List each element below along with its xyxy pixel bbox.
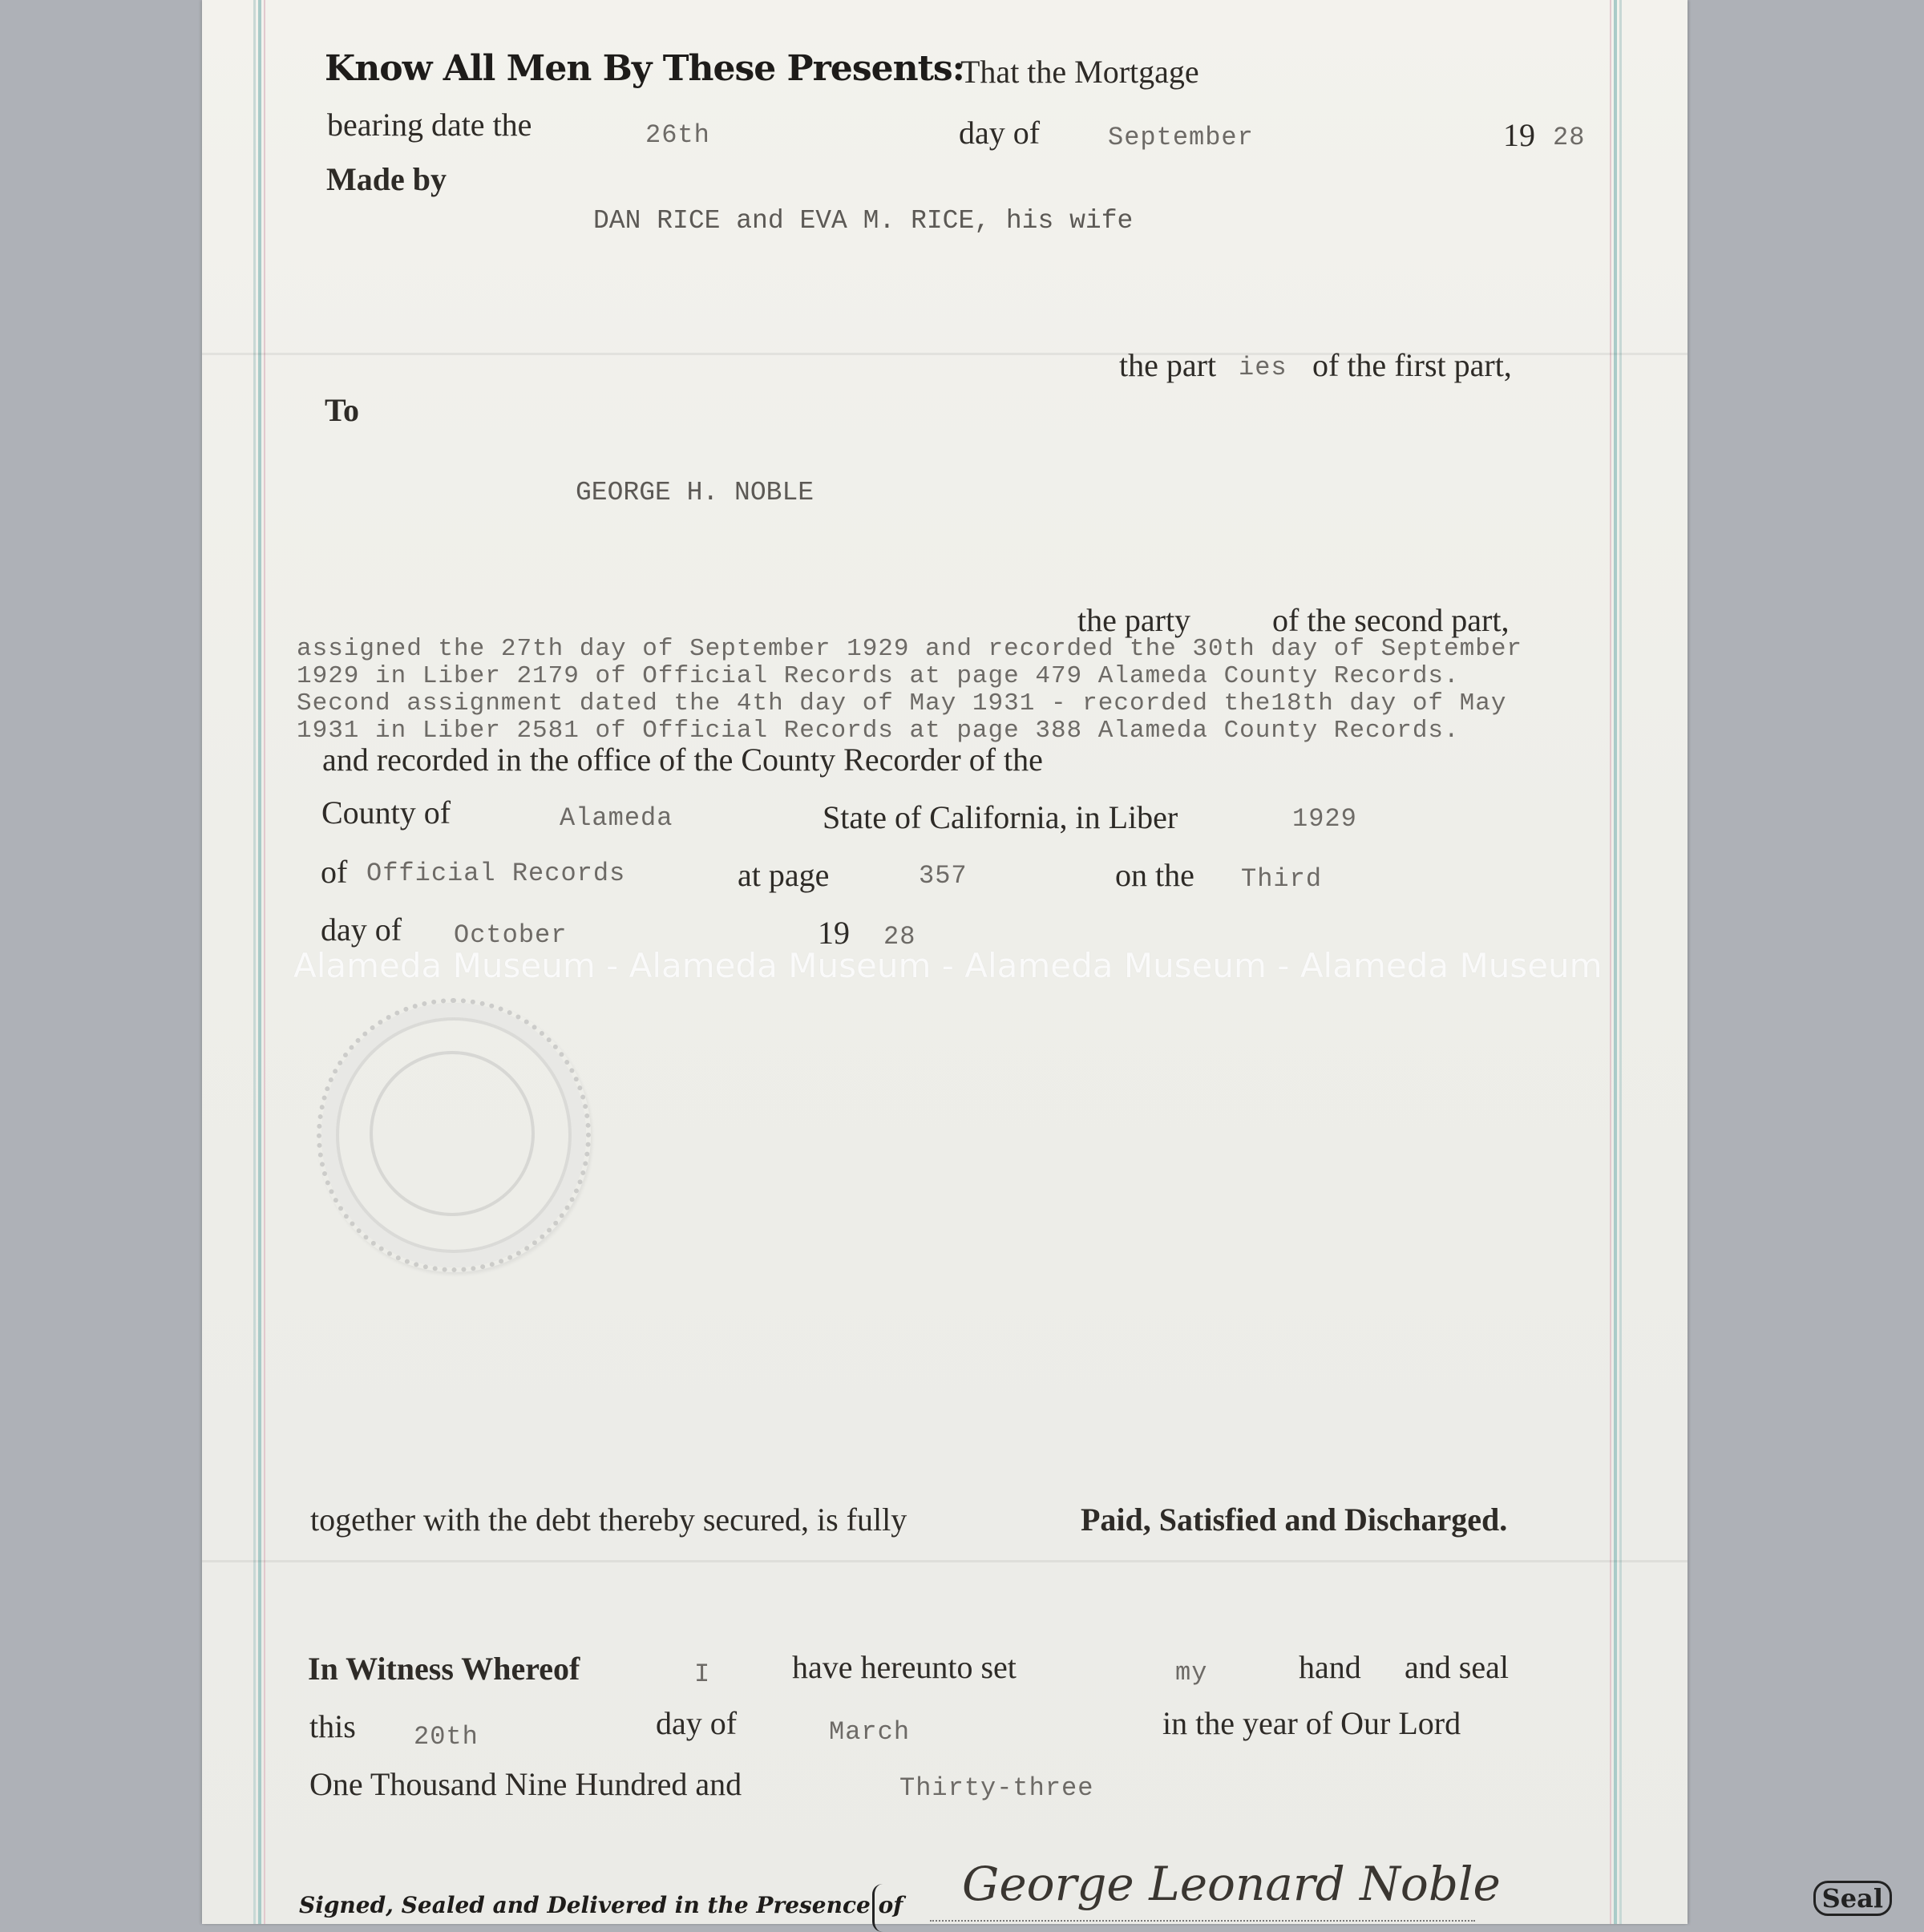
signed-sealed-label: Signed, Sealed and Delivered in the Presence of bbox=[299, 1892, 903, 1918]
recording-day-of-label: day of bbox=[321, 911, 402, 948]
signature-bracket bbox=[872, 1884, 883, 1932]
first-party-typed: ies bbox=[1239, 353, 1287, 382]
handwritten-signature: George Leonard Noble bbox=[962, 1857, 1501, 1911]
mortgagee: GEORGE H. NOBLE bbox=[576, 478, 814, 507]
to-label: To bbox=[325, 392, 360, 428]
embossed-seal-icon bbox=[317, 998, 591, 1272]
day-of-label: day of bbox=[959, 115, 1041, 151]
recording-year-prefix: 19 bbox=[818, 915, 850, 951]
and-seal-text: and seal bbox=[1405, 1649, 1509, 1685]
witness-possessive: my bbox=[1175, 1658, 1208, 1687]
bearing-date-label: bearing date the bbox=[327, 107, 532, 143]
recording-month: October bbox=[454, 920, 568, 950]
mortgagors: DAN RICE and EVA M. RICE, his wife bbox=[593, 206, 1134, 236]
recorded-text: and recorded in the office of the County Recorder of the bbox=[322, 742, 1043, 778]
year-words: Thirty-three bbox=[899, 1773, 1094, 1803]
seal-mark: Seal bbox=[1813, 1881, 1892, 1916]
hand-text: hand bbox=[1299, 1649, 1361, 1685]
witness-day-of-label: day of bbox=[656, 1705, 738, 1741]
intro-text: That the Mortgage bbox=[960, 54, 1199, 90]
state-text: State of California, in Liber bbox=[823, 799, 1178, 835]
on-the-label: on the bbox=[1115, 857, 1194, 893]
right-border-rule bbox=[1610, 0, 1624, 1924]
witness-label: In Witness Whereof bbox=[308, 1651, 580, 1687]
fold-line bbox=[202, 1560, 1688, 1562]
have-set-text: have hereunto set bbox=[792, 1649, 1017, 1685]
gothic-heading: Know All Men By These Presents: bbox=[325, 48, 964, 89]
bearing-day: 26th bbox=[645, 120, 710, 150]
signature-line bbox=[930, 1920, 1475, 1922]
assignment-line: assigned the 27th day of September 1929 and recorded the 30th day of September bbox=[297, 635, 1523, 663]
witness-month: March bbox=[829, 1717, 911, 1747]
assignment-line: 1929 in Liber 2179 of Official Records at page 479 Alameda County Records. bbox=[297, 662, 1460, 690]
witness-pronoun: I bbox=[694, 1659, 711, 1689]
bearing-year: 28 bbox=[1553, 123, 1586, 152]
day-word-value: Third bbox=[1241, 864, 1323, 894]
first-party-prefix: the part bbox=[1119, 347, 1217, 383]
assignment-line: 1931 in Liber 2581 of Official Records at page 388 Alameda County Records. bbox=[297, 717, 1460, 745]
discharge-text: together with the debt thereby secured, is fully bbox=[310, 1502, 907, 1538]
embossed-seal-inner-ring bbox=[370, 1051, 535, 1216]
discharge-bold: Paid, Satisfied and Discharged. bbox=[1081, 1502, 1508, 1538]
witness-day: 20th bbox=[414, 1722, 479, 1752]
this-label: this bbox=[309, 1708, 356, 1744]
second-party-label: the party bbox=[1077, 602, 1191, 638]
year-of-lord-text: in the year of Our Lord bbox=[1162, 1705, 1461, 1741]
left-border-rule bbox=[253, 0, 268, 1924]
recording-year: 28 bbox=[883, 922, 916, 952]
of-label: of bbox=[321, 854, 348, 890]
made-by-label: Made by bbox=[326, 161, 447, 197]
year-words-prefix: One Thousand Nine Hundred and bbox=[309, 1766, 742, 1802]
bearing-month: September bbox=[1108, 123, 1254, 152]
second-party-suffix: of the second part, bbox=[1272, 602, 1510, 638]
page-value: 357 bbox=[919, 861, 968, 891]
liber-value: 1929 bbox=[1292, 804, 1357, 834]
museum-watermark: Alameda Museum - Alameda Museum - Alameda Museum - Alameda Museum bbox=[293, 946, 1603, 985]
year-prefix: 19 bbox=[1503, 117, 1535, 153]
records-value: Official Records bbox=[366, 859, 626, 888]
assignment-line: Second assignment dated the 4th day of May 1931 - recorded the18th day of May bbox=[297, 689, 1507, 717]
at-page-label: at page bbox=[738, 857, 830, 893]
county-value: Alameda bbox=[560, 803, 673, 833]
first-party-suffix: of the first part, bbox=[1312, 347, 1512, 383]
county-label: County of bbox=[321, 794, 451, 831]
